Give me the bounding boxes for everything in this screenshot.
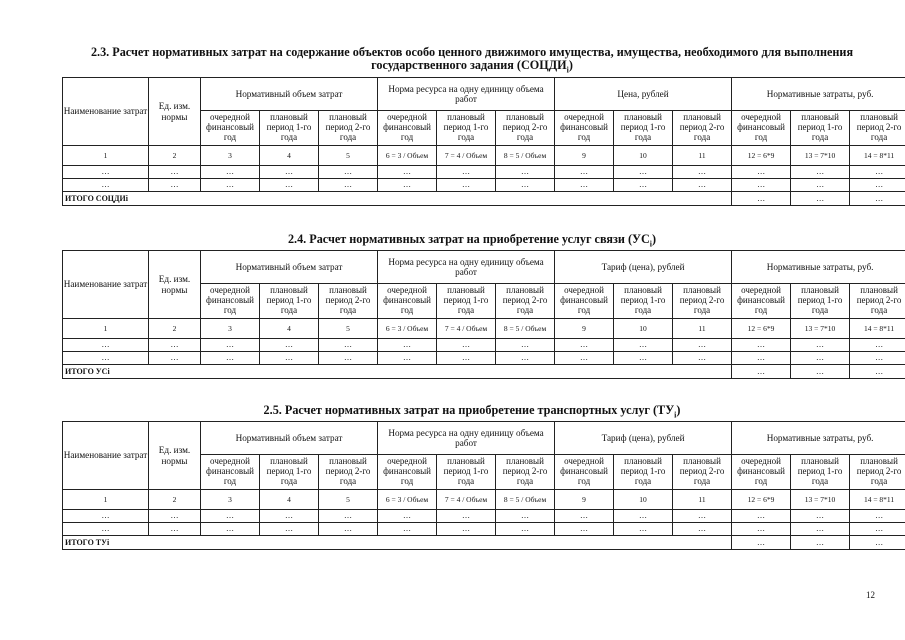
placeholder-cell: … <box>614 523 673 536</box>
col-header-price: Тариф (цена), рублей <box>555 422 732 455</box>
column-number: 9 <box>555 146 614 166</box>
total-value: … <box>732 192 791 206</box>
column-number: 9 <box>555 490 614 510</box>
sub-header: плановый период 1-го года <box>260 455 319 490</box>
section-title-2-3: 2.3. Расчет нормативных затрат на содержание объектов особо ценного движимого имущества, имущества, необходимого для выполнения государственного задания $(СОЦДИ_i)$ <box>90 45 854 75</box>
placeholder-cell: … <box>791 179 850 192</box>
column-number: 2 <box>149 146 201 166</box>
col-header-norm: Норма ресурса на одну единицу объема работ <box>378 422 555 455</box>
sub-header: плановый период 1-го года <box>791 455 850 490</box>
placeholder-cell: … <box>850 339 905 352</box>
placeholder-cell: … <box>201 339 260 352</box>
sub-header: очередной финансовый год <box>732 111 791 146</box>
col-header-name: Наименование затрат <box>63 78 149 146</box>
placeholder-cell: … <box>437 166 496 179</box>
column-number: 8 = 5 / Объем <box>496 490 555 510</box>
placeholder-cell: … <box>850 166 905 179</box>
column-number: 10 <box>614 146 673 166</box>
placeholder-cell: … <box>63 179 149 192</box>
placeholder-cell: … <box>201 510 260 523</box>
sub-header: очередной финансовый год <box>378 455 437 490</box>
column-number: 12 = 6*9 <box>732 319 791 339</box>
placeholder-cell: … <box>791 166 850 179</box>
placeholder-cell: … <box>496 339 555 352</box>
total-value: … <box>850 192 905 206</box>
placeholder-cell: … <box>791 510 850 523</box>
column-number: 8 = 5 / Объем <box>496 146 555 166</box>
table-2-5 <box>62 421 905 550</box>
sub-header: плановый период 1-го года <box>260 111 319 146</box>
col-header-costs: Нормативные затраты, руб. <box>732 78 905 111</box>
placeholder-cell: … <box>732 179 791 192</box>
column-number: 14 = 8*11 <box>850 319 905 339</box>
total-value: … <box>791 365 850 379</box>
column-number: 3 <box>201 146 260 166</box>
placeholder-cell: … <box>437 352 496 365</box>
placeholder-cell: … <box>378 166 437 179</box>
column-number: 1 <box>63 319 149 339</box>
total-value: … <box>732 536 791 550</box>
placeholder-cell: … <box>378 179 437 192</box>
sub-header: плановый период 1-го года <box>614 455 673 490</box>
col-header-price: Тариф (цена), рублей <box>555 251 732 284</box>
col-header-norm: Норма ресурса на одну единицу объема работ <box>378 78 555 111</box>
column-number: 5 <box>319 319 378 339</box>
sub-header: плановый период 1-го года <box>614 284 673 319</box>
sub-header: плановый период 1-го года <box>614 111 673 146</box>
placeholder-cell: … <box>673 523 732 536</box>
placeholder-cell: … <box>555 510 614 523</box>
column-number: 2 <box>149 490 201 510</box>
sub-header: плановый период 1-го года <box>437 455 496 490</box>
section-title-2-5: 2.5. Расчет нормативных затрат на приобретение транспортных услуг $(ТУ_i)$ <box>263 403 681 420</box>
placeholder-cell: … <box>496 523 555 536</box>
col-header-unit: Ед. изм. нормы <box>149 78 201 146</box>
placeholder-cell: … <box>673 166 732 179</box>
column-number: 8 = 5 / Объем <box>496 319 555 339</box>
placeholder-cell: … <box>496 352 555 365</box>
sub-header: очередной финансовый год <box>201 455 260 490</box>
placeholder-cell: … <box>319 510 378 523</box>
sub-header: очередной финансовый год <box>732 455 791 490</box>
placeholder-cell: … <box>319 179 378 192</box>
placeholder-cell: … <box>555 523 614 536</box>
col-header-volume: Нормативный объем затрат <box>201 251 378 284</box>
placeholder-cell: … <box>732 166 791 179</box>
placeholder-cell: … <box>850 510 905 523</box>
placeholder-cell: … <box>673 179 732 192</box>
placeholder-cell: … <box>149 523 201 536</box>
column-number: 1 <box>63 490 149 510</box>
placeholder-cell: … <box>850 523 905 536</box>
placeholder-cell: … <box>791 339 850 352</box>
sub-header: плановый период 2-го года <box>673 284 732 319</box>
placeholder-cell: … <box>496 179 555 192</box>
sub-header: плановый период 2-го года <box>673 455 732 490</box>
column-number: 6 = 3 / Объем <box>378 319 437 339</box>
column-number: 1 <box>63 146 149 166</box>
sub-header: плановый период 2-го года <box>496 455 555 490</box>
sub-header: плановый период 2-го года <box>496 284 555 319</box>
total-label: ИТОГО ТУi <box>63 536 732 550</box>
total-value: … <box>732 365 791 379</box>
placeholder-cell: … <box>732 523 791 536</box>
sub-header: очередной финансовый год <box>555 455 614 490</box>
total-value: … <box>850 536 905 550</box>
col-header-name: Наименование затрат <box>63 422 149 490</box>
placeholder-cell: … <box>260 166 319 179</box>
placeholder-cell: … <box>437 523 496 536</box>
col-header-costs: Нормативные затраты, руб. <box>732 422 905 455</box>
placeholder-cell: … <box>850 352 905 365</box>
col-header-unit: Ед. изм. нормы <box>149 422 201 490</box>
column-number: 6 = 3 / Объем <box>378 490 437 510</box>
sub-header: плановый период 2-го года <box>850 455 905 490</box>
sub-header: плановый период 1-го года <box>791 111 850 146</box>
placeholder-cell: … <box>732 352 791 365</box>
placeholder-cell: … <box>149 352 201 365</box>
sub-header: плановый период 2-го года <box>850 284 905 319</box>
placeholder-cell: … <box>319 339 378 352</box>
sub-header: плановый период 1-го года <box>260 284 319 319</box>
total-label: ИТОГО УСi <box>63 365 732 379</box>
col-header-costs: Нормативные затраты, руб. <box>732 251 905 284</box>
placeholder-cell: … <box>201 352 260 365</box>
column-number: 14 = 8*11 <box>850 490 905 510</box>
total-value: … <box>791 536 850 550</box>
sub-header: плановый период 1-го года <box>437 111 496 146</box>
placeholder-cell: … <box>437 179 496 192</box>
placeholder-cell: … <box>149 179 201 192</box>
placeholder-cell: … <box>673 510 732 523</box>
placeholder-cell: … <box>63 166 149 179</box>
placeholder-cell: … <box>149 166 201 179</box>
sub-header: очередной финансовый год <box>201 111 260 146</box>
column-number: 13 = 7*10 <box>791 319 850 339</box>
placeholder-cell: … <box>260 523 319 536</box>
placeholder-cell: … <box>496 510 555 523</box>
sub-header: очередной финансовый год <box>555 284 614 319</box>
placeholder-cell: … <box>201 166 260 179</box>
column-number: 9 <box>555 319 614 339</box>
placeholder-cell: … <box>791 352 850 365</box>
sub-header: плановый период 2-го года <box>319 284 378 319</box>
column-number: 4 <box>260 146 319 166</box>
column-number: 6 = 3 / Объем <box>378 146 437 166</box>
sub-header: плановый период 1-го года <box>791 284 850 319</box>
column-number: 11 <box>673 490 732 510</box>
placeholder-cell: … <box>378 523 437 536</box>
column-number: 12 = 6*9 <box>732 490 791 510</box>
placeholder-cell: … <box>555 166 614 179</box>
col-header-volume: Нормативный объем затрат <box>201 78 378 111</box>
table-2-3 <box>62 77 905 206</box>
placeholder-cell: … <box>437 510 496 523</box>
sub-header: плановый период 2-го года <box>673 111 732 146</box>
placeholder-cell: … <box>201 179 260 192</box>
placeholder-cell: … <box>555 352 614 365</box>
sub-header: очередной финансовый год <box>732 284 791 319</box>
placeholder-cell: … <box>673 339 732 352</box>
column-number: 12 = 6*9 <box>732 146 791 166</box>
placeholder-cell: … <box>614 352 673 365</box>
placeholder-cell: … <box>378 510 437 523</box>
placeholder-cell: … <box>437 339 496 352</box>
column-number: 11 <box>673 319 732 339</box>
placeholder-cell: … <box>614 179 673 192</box>
placeholder-cell: … <box>673 352 732 365</box>
column-number: 7 = 4 / Объем <box>437 490 496 510</box>
placeholder-cell: … <box>260 339 319 352</box>
placeholder-cell: … <box>614 510 673 523</box>
column-number: 14 = 8*11 <box>850 146 905 166</box>
column-number: 13 = 7*10 <box>791 146 850 166</box>
total-value: … <box>791 192 850 206</box>
placeholder-cell: … <box>319 523 378 536</box>
col-header-name: Наименование затрат <box>63 251 149 319</box>
column-number: 4 <box>260 490 319 510</box>
column-number: 3 <box>201 490 260 510</box>
column-number: 5 <box>319 146 378 166</box>
placeholder-cell: … <box>732 510 791 523</box>
placeholder-cell: … <box>555 179 614 192</box>
sub-header: плановый период 2-го года <box>496 111 555 146</box>
placeholder-cell: … <box>319 166 378 179</box>
total-value: … <box>850 365 905 379</box>
column-number: 7 = 4 / Объем <box>437 319 496 339</box>
column-number: 10 <box>614 490 673 510</box>
column-number: 4 <box>260 319 319 339</box>
column-number: 11 <box>673 146 732 166</box>
placeholder-cell: … <box>260 179 319 192</box>
column-number: 13 = 7*10 <box>791 490 850 510</box>
column-number: 5 <box>319 490 378 510</box>
placeholder-cell: … <box>260 352 319 365</box>
col-header-volume: Нормативный объем затрат <box>201 422 378 455</box>
placeholder-cell: … <box>201 523 260 536</box>
column-number: 2 <box>149 319 201 339</box>
sub-header: плановый период 1-го года <box>437 284 496 319</box>
placeholder-cell: … <box>63 339 149 352</box>
placeholder-cell: … <box>850 179 905 192</box>
placeholder-cell: … <box>732 339 791 352</box>
sub-header: очередной финансовый год <box>378 284 437 319</box>
col-header-unit: Ед. изм. нормы <box>149 251 201 319</box>
sub-header: очередной финансовый год <box>201 284 260 319</box>
placeholder-cell: … <box>614 339 673 352</box>
page-number: 12 <box>866 590 875 600</box>
sub-header: плановый период 2-го года <box>319 455 378 490</box>
sub-header: очередной финансовый год <box>378 111 437 146</box>
placeholder-cell: … <box>63 352 149 365</box>
sub-header: очередной финансовый год <box>555 111 614 146</box>
column-number: 7 = 4 / Объем <box>437 146 496 166</box>
total-label: ИТОГО СОЦДИi <box>63 192 732 206</box>
col-header-price: Цена, рублей <box>555 78 732 111</box>
table-2-4 <box>62 250 905 379</box>
placeholder-cell: … <box>555 339 614 352</box>
placeholder-cell: … <box>378 352 437 365</box>
placeholder-cell: … <box>149 510 201 523</box>
section-title-2-4: 2.4. Расчет нормативных затрат на приобретение услуг связи $(УС_i)$ <box>287 232 657 249</box>
placeholder-cell: … <box>791 523 850 536</box>
placeholder-cell: … <box>149 339 201 352</box>
placeholder-cell: … <box>63 510 149 523</box>
placeholder-cell: … <box>260 510 319 523</box>
sub-header: плановый период 2-го года <box>850 111 905 146</box>
sub-header: плановый период 2-го года <box>319 111 378 146</box>
placeholder-cell: … <box>614 166 673 179</box>
placeholder-cell: … <box>63 523 149 536</box>
placeholder-cell: … <box>378 339 437 352</box>
placeholder-cell: … <box>319 352 378 365</box>
placeholder-cell: … <box>496 166 555 179</box>
col-header-norm: Норма ресурса на одну единицу объема работ <box>378 251 555 284</box>
column-number: 3 <box>201 319 260 339</box>
column-number: 10 <box>614 319 673 339</box>
